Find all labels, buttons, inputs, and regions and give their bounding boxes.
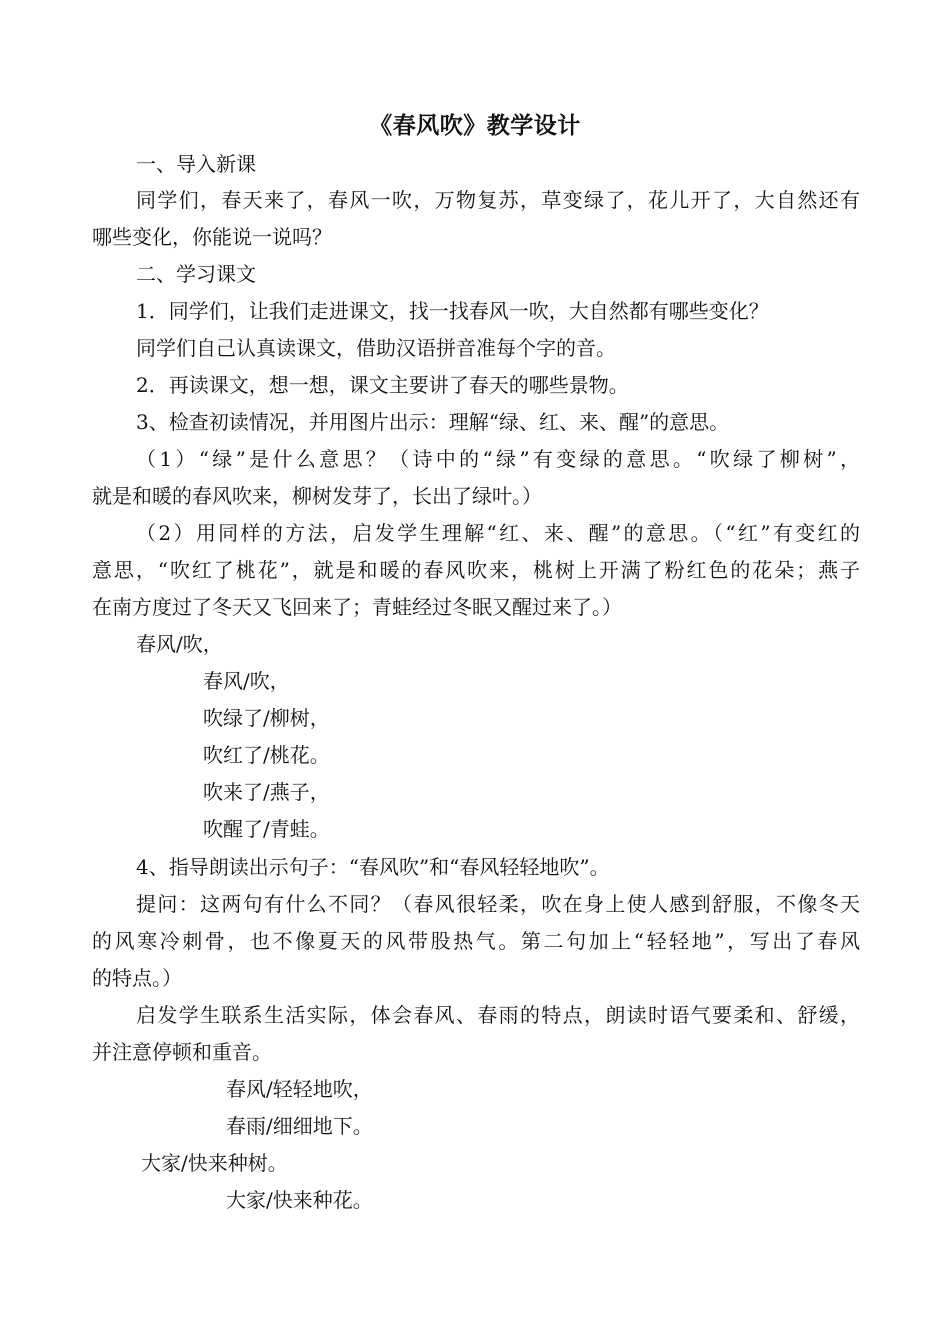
paragraph-line: 在南方度过了冬天又飞回来了；青蛙经过冬眠又醒过来了。） [92, 595, 622, 619]
section-heading-study: 二、学习课文 [136, 262, 256, 286]
paragraph-line: 就是和暖的春风吹来，柳树发芽了，长出了绿叶。） [92, 484, 542, 508]
section-heading-intro: 一、导入新课 [136, 152, 256, 176]
paragraph-line: 哪些变化，你能说一说吗？ [92, 225, 332, 249]
paragraph-line: 2．再读课文，想一想，课文主要讲了春天的哪些景物。 [136, 373, 629, 397]
poem-line: 吹醒了/青蛙。 [203, 817, 330, 841]
paragraph-line: 意思，“吹红了桃花”，就是和暖的春风吹来，桃树上开满了粉红色的花朵；燕子 [92, 558, 860, 582]
paragraph-line: 3、检查初读情况，并用图片出示：理解“绿、红、来、醒”的意思。 [136, 410, 730, 434]
document-title: 《春风吹》教学设计 [369, 112, 581, 139]
paragraph-line: （1）“绿”是什么意思？（诗中的“绿”有变绿的意思。“吹绿了柳树”， [136, 447, 860, 471]
paragraph-line: 启发学生联系生活实际，体会春风、春雨的特点，朗读时语气要柔和、舒缓， [136, 1003, 860, 1027]
poem-line: 春风/轻轻地吹， [226, 1077, 373, 1101]
paragraph-line: 的特点。） [92, 966, 182, 990]
poem-line: 春风/吹， [203, 669, 290, 693]
paragraph-line: 的风寒冷刺骨，也不像夏天的风带股热气。第二句加上“轻轻地”，写出了春风 [92, 929, 860, 953]
paragraph-line: （2）用同样的方法，启发学生理解“红、来、醒”的意思。（“红”有变红的 [136, 521, 860, 545]
poem-line: 春雨/细细地下。 [226, 1114, 373, 1138]
poem-line: 吹来了/燕子， [203, 780, 330, 804]
poem-line: 大家/快来种花。 [226, 1188, 373, 1212]
poem-line: 大家/快来种树。 [141, 1151, 288, 1175]
paragraph-line: 同学们，春天来了，春风一吹，万物复苏，草变绿了，花儿开了，大自然还有 [136, 188, 860, 212]
paragraph-line: 1．同学们，让我们走进课文，找一找春风一吹，大自然都有哪些变化？ [136, 299, 769, 323]
paragraph-line: 并注意停顿和重音。 [92, 1040, 272, 1064]
paragraph-line: 提问：这两句有什么不同？（春风很轻柔，吹在身上使人感到舒服，不像冬天 [136, 892, 860, 916]
paragraph-line: 同学们自己认真读课文，借助汉语拼音准每个字的音。 [136, 336, 616, 360]
poem-line: 春风/吹， [136, 632, 223, 656]
poem-line: 吹红了/桃花。 [203, 743, 330, 767]
poem-line: 吹绿了/柳树， [203, 706, 330, 730]
paragraph-line: 4、指导朗读出示句子：“春风吹”和“春风轻轻地吹”。 [136, 855, 610, 879]
